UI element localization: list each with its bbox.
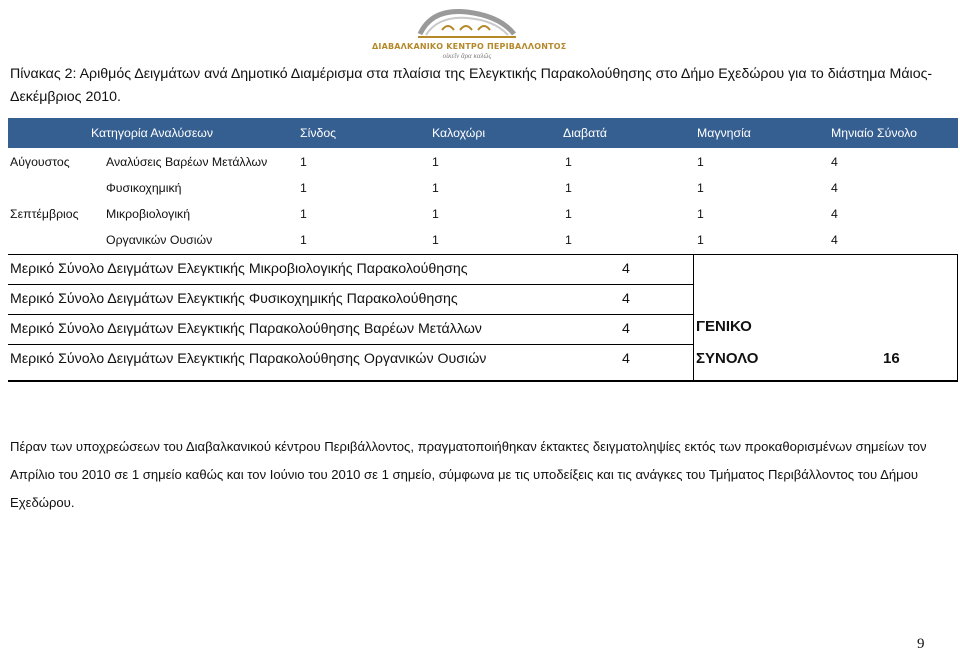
cell-magnisia: 1 [697,233,704,247]
page-number: 9 [917,636,925,652]
subtotal-label: Μερικό Σύνολο Δειγμάτων Ελεγκτικής Παρακολούθησης Βαρέων Μετάλλων [10,321,482,337]
cell-category: Μικροβιολογική [106,207,191,221]
cell-kalochori: 1 [432,207,439,221]
table-bottom-border [8,380,958,382]
cell-kalochori: 1 [432,233,439,247]
cell-sindos: 1 [300,207,307,221]
header-kalochori: Καλοχώρι [432,126,486,140]
subtotal-value: 4 [622,351,630,367]
subtotal-label: Μερικό Σύνολο Δειγμάτων Ελεγκτικής Μικροβιολογικής Παρακολούθησης [10,261,468,277]
grand-total-value: 16 [883,350,900,367]
logo-title: ΔΙΑΒΑΛΚΑΝΙΚΟ ΚΕΝΤΡΟ ΠΕΡΙΒΑΛΛΟΝΤΟΣ [372,42,567,51]
cell-month: Αύγουστος [10,155,70,169]
cell-diavata: 1 [565,233,572,247]
bridge-emblem-icon [412,4,522,42]
cell-category: Οργανικών Ουσιών [106,233,213,247]
cell-total: 4 [831,181,838,195]
header-magnisia: Μαγνησία [697,126,751,140]
cell-total: 4 [831,233,838,247]
cell-month: Σεπτέμβριος [10,207,79,221]
grand-total-label-2: ΣΥΝΟΛΟ [696,350,759,367]
table-caption: Πίνακας 2: Αριθμός Δειγμάτων ανά Δημοτικό Διαμέρισμα στα πλαίσια της Ελεγκτικής Παρακολούθησης στο Δήμο Εχεδώρου για το διάστημα Μάιος-Δεκέμβριος 2010. [10,66,933,105]
header-sindos: Σίνδος [300,126,337,140]
cell-kalochori: 1 [432,155,439,169]
subtotal-value: 4 [622,321,630,337]
cell-sindos: 1 [300,155,307,169]
cell-category: Φυσικοχημική [106,181,182,195]
grand-total-label-1: ΓΕΝΙΚΟ [696,318,752,335]
cell-category: Αναλύσεις Βαρέων Μετάλλων [106,155,268,169]
cell-sindos: 1 [300,233,307,247]
header-diavata: Διαβατά [563,126,608,140]
grand-total-top-border [693,254,958,255]
subtotal-divider [8,254,693,255]
cell-total: 4 [831,207,838,221]
subtotal-divider [8,284,693,285]
samples-table [8,118,958,382]
subtotal-divider [8,344,693,345]
subtotal-value: 4 [622,261,630,277]
cell-diavata: 1 [565,181,572,195]
subtotal-label: Μερικό Σύνολο Δειγμάτων Ελεγκτικής Παρακολούθησης Οργανικών Ουσιών [10,351,487,367]
grand-total-divider [693,254,694,380]
subtotal-divider [8,314,693,315]
subtotal-label: Μερικό Σύνολο Δειγμάτων Ελεγκτικής Φυσικοχημικής Παρακολούθησης [10,291,458,307]
cell-diavata: 1 [565,155,572,169]
cell-magnisia: 1 [697,207,704,221]
table-right-border [957,254,958,380]
subtotal-value: 4 [622,291,630,307]
cell-kalochori: 1 [432,181,439,195]
header-category: Κατηγορία Αναλύσεων [91,126,214,140]
org-logo [372,4,567,62]
cell-diavata: 1 [565,207,572,221]
cell-magnisia: 1 [697,181,704,195]
header-monthly-total: Μηνιαίο Σύνολο [831,126,917,140]
cell-total: 4 [831,155,838,169]
cell-magnisia: 1 [697,155,704,169]
body-paragraph: Πέραν των υποχρεώσεων του Διαβαλκανικού κέντρου Περιβάλλοντος, πραγματοποιήθηκαν έκτακτες δειγματοληψίες εκτός των προκαθορισμένων σημείων τον Απρίλιο του 2010 σε 1 σημείο καθώς και τον Ιούνιο του 2010 σε 1 σημείο, σύμφωνα με τις υποδείξεις και τις ανάγκες του Τμήματος Περιβάλλοντος του Δήμου Εχεδώρου. [10,439,927,510]
cell-sindos: 1 [300,181,307,195]
logo-motto: οἰκεῖν ἄρα καλῶς [442,52,492,60]
